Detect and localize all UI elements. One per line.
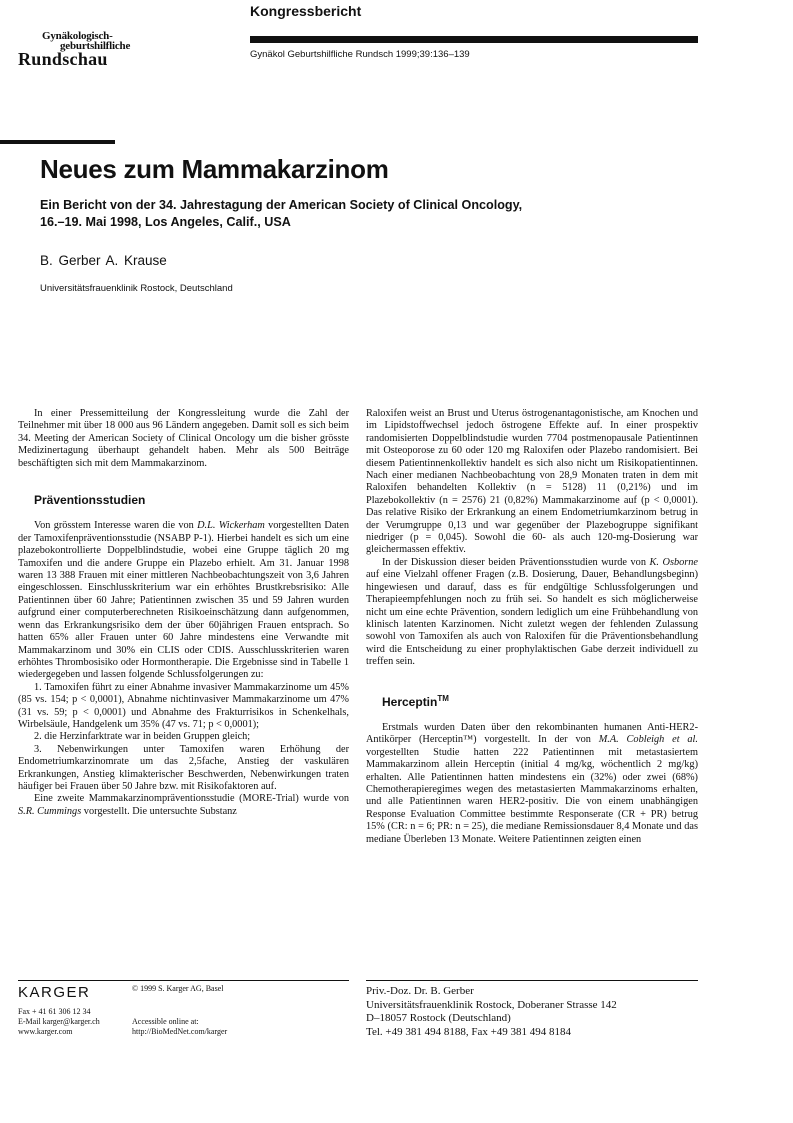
logo-line-2: geburtshilfliche [60,40,131,52]
subtitle-line-1: Ein Bericht von der 34. Jahrestagung der American Society of Clinical Oncology, [40,198,523,212]
journal-citation: Gynäkol Geburtshilfliche Rundsch 1999;39:136–139 [250,49,470,60]
address-line: D–18057 Rostock (Deutschland) [366,1012,511,1024]
paragraph: In der Diskussion dieser beiden Präventionsstudien wurde von K. Osborne auf eine Vielzahl offener Fragen (z.B. Dosierung, Dauer, Behandlungsbeginn) hingewiesen und darauf, dass es für endgültige Schlussfolgerungen und Therapieempfehlungen noch zu früh sei. So handelt es sich möglicherweise nicht um eine echte Prävention, sondern lediglich um eine Frühbehandlung von klinisch latenten Karzinomen. Nicht zuletzt wegen der fehlenden Zulassung sowohl von Tamoxifen als auch von Raloxifen für die Präventionsbehandlung wird die Entscheidung zu einer prophylaktischen Gabe derzeit individuell zu treffen sein. [366,556,698,668]
footer-rule [366,980,698,981]
section-heading-prevention: Präventionsstudien [34,493,146,508]
article-title: Neues zum Mammakarzinom [40,154,389,184]
author-name: M.A. Cobleigh et al. [598,734,698,746]
publisher-fax: Fax + 41 61 306 12 34 [18,1007,91,1016]
paragraph: Erstmals wurden Daten über den rekombinanten humanen Anti-HER2-Antikörper (Herceptin™) vorgestellt. In der von M.A. Cobleigh et al. vorgestellten Studie hatten 222 Patientinnen mit metastasiertem Mammakarzinom allein Herceptin (initial 4 mg/kg, wöchentlich 2 mg/kg) erhalten. Alle Patientinnen hatten mindestens ein (32%) oder zwei (68%) Chemotherapieregimes wegen des metastasierten Mammakarzinoms erhalten, und alle Patientinnen waren HER2-positiv. Die von einem unabhängigen Response Evaluation Committee bestimmte Responserate (CR + PR) betrug 15% (CR: n = 6; PR: n = 25), die mediane Remissionsdauer 8,4 Monate und das mediane Überleben 13 Monate. Weitere Patientinnen zeigten einen [366,721,698,845]
journal-logo [18,30,143,70]
author-name: K. Osborne [649,556,698,568]
paragraph: Eine zweite Mammakarzinompräventionsstudie (MORE-Trial) wurde von S.R. Cummings vorgestellt. Die untersuchte Substanz [18,793,349,817]
authors: B. Gerber A. Krause [40,253,167,268]
publisher-web: www.karger.com [18,1027,73,1036]
right-column [366,408,698,846]
copyright: © 1999 S. Karger AG, Basel [132,984,224,993]
author-name: D.L. Wickerham [197,520,265,532]
online-label: Accessible online at: [132,1017,199,1026]
affiliation: Universitätsfrauenklinik Rostock, Deutschland [40,283,233,294]
paragraph: Raloxifen weist an Brust und Uterus östrogenantagonistische, am Knochen und im Lipidstoffwechsel jedoch östrogene Effekte auf. In einer prospektiv randomisierten Doppelblindstudie wurden 7704 postmenopausale Patientinnen mit Osteoporose zu 60 oder 120 mg Raloxifen oder Plazebo randomisiert. Bei diesem Patientinnenkollektiv handelt es sich also nicht um Risikopatientinnen. Nach einer medianen Nachbeobachtung von 28,9 Monaten traten in dem mit Raloxifen behandelten Kollektiv (n = 5128) 11 (0,21%) und im Plazebokollektiv (n = 2576) 21 (0,82%) Mammakarzinome auf (p < 0,0001). Das relative Risiko der Erkrankung an einem Endometriumkarzinom betrug in der Verumgruppe 0,13 und war gegenüber der Plazebogruppe signifikant niedriger (p = 0,045). Sowohl die 60- als auch 120-mg-Dosierung war gleichermassen effektiv. [366,408,698,556]
logo-line-1: Gynäkologisch- [42,30,113,42]
article-subtitle [40,197,600,231]
address-line: Universitätsfrauenklinik Rostock, Doberaner Strasse 142 [366,998,617,1011]
subtitle-line-2: 16.–19. Mai 1998, Los Angeles, Calif., USA [40,215,291,229]
correspondence-address [366,985,617,1039]
author-name: S.R. Cummings [18,805,82,817]
intro-paragraph: In einer Pressemitteilung der Kongressleitung wurde die Zahl der Teilnehmer mit über 18 000 aus 96 Ländern angegeben. Damit soll es sich beim 34. Meeting der American Society of Clinical Oncology um die bisher grösste Medizinertagung überhaupt gehandelt haben. Mehr als 500 Beiträge beschäftigten sich mit dem Mammakarzinom. [18,408,349,469]
online-url: http://BioMedNet.com/karger [132,1027,228,1036]
header-bar [250,36,698,43]
paragraph: Von grösstem Interesse waren die von D.L. Wickerham vorgestellten Daten der Tamoxifenpräventionsstudie (NSABP P-1). Hierbei handelt es sich um eine plazebokontrollierte Doppelblindstudie, wobei eine Gruppe täglich 20 mg Tamoxifen und die andere Gruppe ein Plazebo erhielt. Am 31. Januar 1998 waren 13 388 Frauen mit einer mittleren Nachbeobachtungszeit von 3,6 Jahren eingeschlossen. Einschlusskriterium war ein erhöhtes Brustkrebsrisiko: Alle Patientinnen über 60 Jahre; Patientinnen zwischen 35 und 59 Jahren wurden aufgrund einer computerberechneten Risikoeinschätzung dann aufgenommen, wenn das Erkrankungsrisiko dem der über 60jährigen Frauen entsprach. So hatten 65% aller Frauen unter 60 Jahre mindestens eine Verwandte mit Mammakarzinom und 30% ein CLIS oder CDIS. Ausschlusskriterien waren erhöhtes Thrombosisiko oder Hormontherapie. Die Ergebnisse sind in Tabelle 1 wiedergegeben und lassen folgende Schlussfolgerungen zu: [18,520,349,681]
list-item: 2. die Herzinfarktrate war in beiden Gruppen gleich; [34,731,251,743]
address-line: Priv.-Doz. Dr. B. Gerber [366,985,474,997]
publisher-contact [18,1007,100,1037]
section-label: Kongressbericht [250,3,362,19]
publisher-email: E-Mail karger@karger.ch [18,1017,100,1026]
left-column [18,408,349,818]
footer-rule [18,980,349,981]
logo-line-3: Rundschau [18,49,108,69]
online-access [132,1017,227,1037]
address-line: Tel. +49 381 494 8188, Fax +49 381 494 8184 [366,1025,572,1038]
list-item: 3. Nebenwirkungen unter Tamoxifen waren Erhöhung der Endometriumkarzinomrate um das 2,5fache, Anstieg der vaskulären Erkrankungen, Anstieg klimakterischer Beschwerden, Nebenwirkungen traten häufiger bei Frauen über 50 Jahre bzw. mit Risikofaktoren auf. [18,743,349,792]
list-item: 1. Tamoxifen führt zu einer Abnahme invasiver Mammakarzinome um 45% (85 vs. 154; p < 0,0001), Abnahme nichtinvasiver Mammakarzinome um 47% (31 vs. 59; p < 0,0001) und Abnahme des Frakturrisikos in Schenkelhals, Wirbelsäule, Handgelenk um 35% (47 vs. 71; p < 0,0001); [18,681,349,730]
title-rule [0,140,115,144]
section-heading-herceptin: Herceptin™ [382,693,449,709]
publisher-logo: KARGER [18,984,91,1001]
